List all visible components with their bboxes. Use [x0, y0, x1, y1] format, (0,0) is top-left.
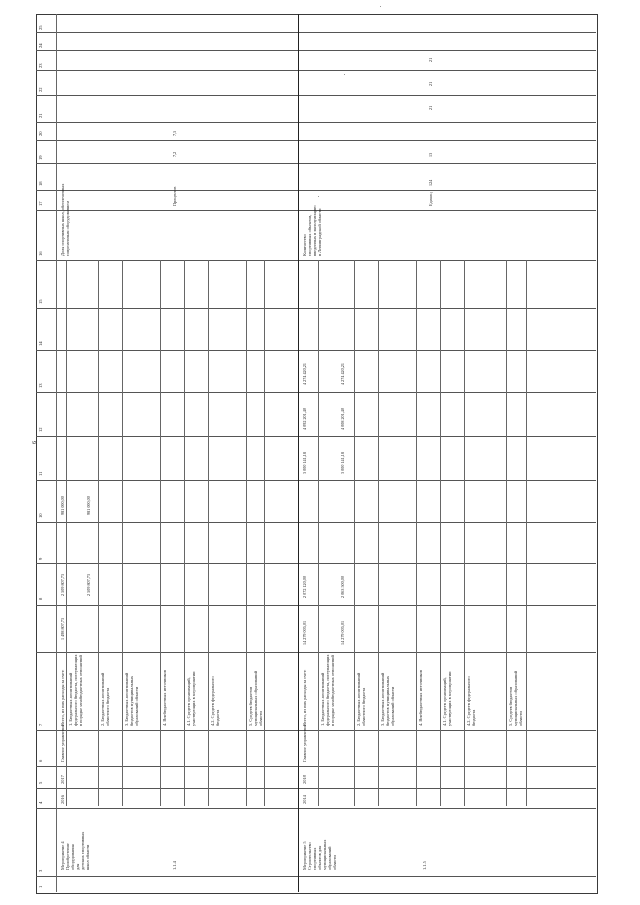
grid-line — [36, 876, 596, 877]
source-total: Всего, из них расходы за счет: — [60, 669, 65, 726]
unit: Единиц — [428, 192, 433, 206]
value-cell: 2 063 500,00 — [340, 576, 345, 598]
header-num: 22 — [38, 87, 43, 92]
scan-speck — [344, 74, 345, 75]
grid-line — [506, 260, 507, 806]
grid-line — [36, 480, 596, 481]
year-end: 2017 — [60, 775, 65, 784]
value-cell: 21 — [428, 81, 433, 86]
source-3: 3. Бюджетных ассигнований бюджетов муниципальных образований области — [380, 672, 395, 726]
header-num: 9 — [38, 557, 43, 560]
value-cell: 14 279 005,01 — [302, 620, 307, 645]
grid-line — [36, 308, 596, 309]
grid-line — [56, 14, 57, 892]
value-cell: 2 509 807,73 — [60, 574, 65, 596]
year-start: 2016 — [60, 795, 65, 804]
grid-line — [354, 260, 355, 806]
source-5: 5. Средств бюджетов муниципальных образований области — [248, 671, 263, 726]
grid-line — [36, 350, 596, 351]
value-cell: 981 000,00 — [86, 496, 91, 515]
value-cell: 7,5 — [172, 130, 177, 136]
scan-speck — [380, 6, 381, 7]
source-4-2: 4.2. Средств федерального бюджета — [210, 676, 220, 726]
source-1: 1. Бюджетных ассигнований федерального бюджета, поступающих в порядке межбюджетных отношений — [320, 654, 335, 726]
header-num: 21 — [38, 113, 43, 118]
executor: Главное управление — [302, 724, 307, 762]
row-id: 1.1.4 — [172, 861, 177, 870]
event-name: Мероприятие 5 Строительство спортивных объектов для муниципальных образований области — [302, 839, 337, 870]
value-cell: 3 000 141,18 — [302, 452, 307, 474]
header-num: 13 — [38, 383, 43, 388]
grid-line — [36, 522, 596, 523]
source-1: 1. Бюджетных ассигнований федерального бюджета, поступающих в порядке межбюджетных отношений — [68, 654, 83, 726]
header-num: 1 — [38, 885, 43, 888]
grid-line — [378, 260, 379, 806]
header-num: 6 — [38, 759, 43, 762]
value-cell: 4 274 420,21 — [302, 363, 307, 385]
grid-line — [36, 95, 596, 96]
header-num: 24 — [38, 43, 43, 48]
grid-line — [36, 50, 596, 51]
header-num: 5 — [38, 781, 43, 784]
source-4: 4. Внебюджетных источников — [162, 670, 167, 726]
grid-line — [36, 140, 596, 141]
executor: Главное управление — [60, 724, 65, 762]
grid-line — [246, 260, 247, 806]
grid-line — [36, 163, 596, 164]
header-num: 16 — [38, 251, 43, 256]
grid-line — [526, 260, 527, 806]
grid-line — [36, 436, 596, 437]
value-cell: 2 072 120,00 — [302, 576, 307, 598]
header-num: 20 — [38, 131, 43, 136]
grid-line — [318, 260, 319, 806]
event-name: Мероприятие 4 Приобретение оборудования для детских спортивных школ области — [60, 831, 90, 870]
grid-line — [36, 652, 596, 653]
value-cell: 1 498 807,73 — [60, 618, 65, 640]
header-num: 19 — [38, 155, 43, 160]
value-cell: 14 279 005,01 — [340, 620, 345, 645]
header-num: 4 — [38, 801, 43, 804]
scan-speck — [318, 196, 319, 197]
header-num: 3 — [38, 869, 43, 872]
header-num: 12 — [38, 427, 43, 432]
value-cell: 21 — [428, 105, 433, 110]
year-start: 2014 — [302, 795, 307, 804]
header-num: 10 — [38, 513, 43, 518]
grid-line — [36, 70, 596, 71]
grid-line — [36, 788, 596, 789]
grid-line — [36, 605, 596, 606]
grid-line — [36, 563, 596, 564]
source-total: Всего, из них расходы за счет: — [302, 669, 307, 726]
table-frame — [36, 14, 598, 894]
grid-line — [98, 260, 99, 806]
grid-line — [464, 260, 465, 806]
header-num: 8 — [38, 597, 43, 600]
row-id: 1.1.5 — [422, 861, 427, 870]
value-cell: 2 509 807,73 — [86, 574, 91, 596]
source-3: 3. Бюджетных ассигнований бюджетов муниципальных образований области — [124, 672, 139, 726]
grid-line — [416, 260, 417, 806]
value-cell: 981 000,00 — [60, 496, 65, 515]
value-cell: 4 008 201,40 — [340, 408, 345, 430]
value-cell: 124 — [428, 179, 433, 186]
source-4-1: 4.1. Средств организаций, участвующих в мероприятии — [442, 671, 452, 726]
year-end: 2018 — [302, 775, 307, 784]
indicator-name: Доля спортивных школ, обеспеченных современным оборудованием — [60, 183, 70, 256]
value-cell: 7,2 — [172, 151, 177, 157]
header-num: 25 — [38, 25, 43, 30]
value-cell: 4 092 201,40 — [302, 408, 307, 430]
value-cell: 3 000 141,18 — [340, 452, 345, 474]
source-5: 5. Средств бюджетов муниципальных образований области — [508, 671, 523, 726]
grid-line — [36, 730, 596, 731]
source-4-2: 4.2. Средств федерального бюджета — [466, 676, 476, 726]
header-num: 18 — [38, 181, 43, 186]
page-number: 6 — [32, 441, 38, 444]
value-cell: 13 — [428, 152, 433, 157]
header-num: 17 — [38, 201, 43, 206]
header-num: 23 — [38, 63, 43, 68]
grid-line — [184, 260, 185, 806]
unit: Процентов — [172, 186, 177, 206]
grid-line — [36, 766, 596, 767]
grid-line — [36, 190, 596, 191]
grid-line — [160, 260, 161, 806]
grid-line — [208, 260, 209, 806]
source-2: 2. Бюджетных ассигнований областного бюджета — [100, 672, 110, 726]
grid-line — [36, 260, 596, 261]
source-2: 2. Бюджетных ассигнований областного бюджета — [356, 672, 366, 726]
grid-line — [66, 260, 67, 806]
grid-line — [36, 808, 596, 809]
header-num: 14 — [38, 341, 43, 346]
indicator-name: Количество спортивных объектов, введенных в эксплуатацию в Ленинградской области — [302, 205, 322, 256]
value-cell: 21 — [428, 57, 433, 62]
source-4-1: 4.1. Средств организаций, участвующих в мероприятии — [186, 671, 196, 726]
header-num: 15 — [38, 299, 43, 304]
block-divider — [298, 14, 299, 892]
grid-line — [36, 392, 596, 393]
grid-line — [36, 32, 596, 33]
source-4: 4. Внебюджетных источников — [418, 670, 423, 726]
grid-line — [122, 260, 123, 806]
grid-line — [264, 260, 265, 806]
grid-line — [440, 260, 441, 806]
grid-line — [36, 122, 596, 123]
value-cell: 4 274 420,21 — [340, 363, 345, 385]
header-num: 7 — [38, 723, 43, 726]
header-num: 11 — [38, 471, 43, 476]
